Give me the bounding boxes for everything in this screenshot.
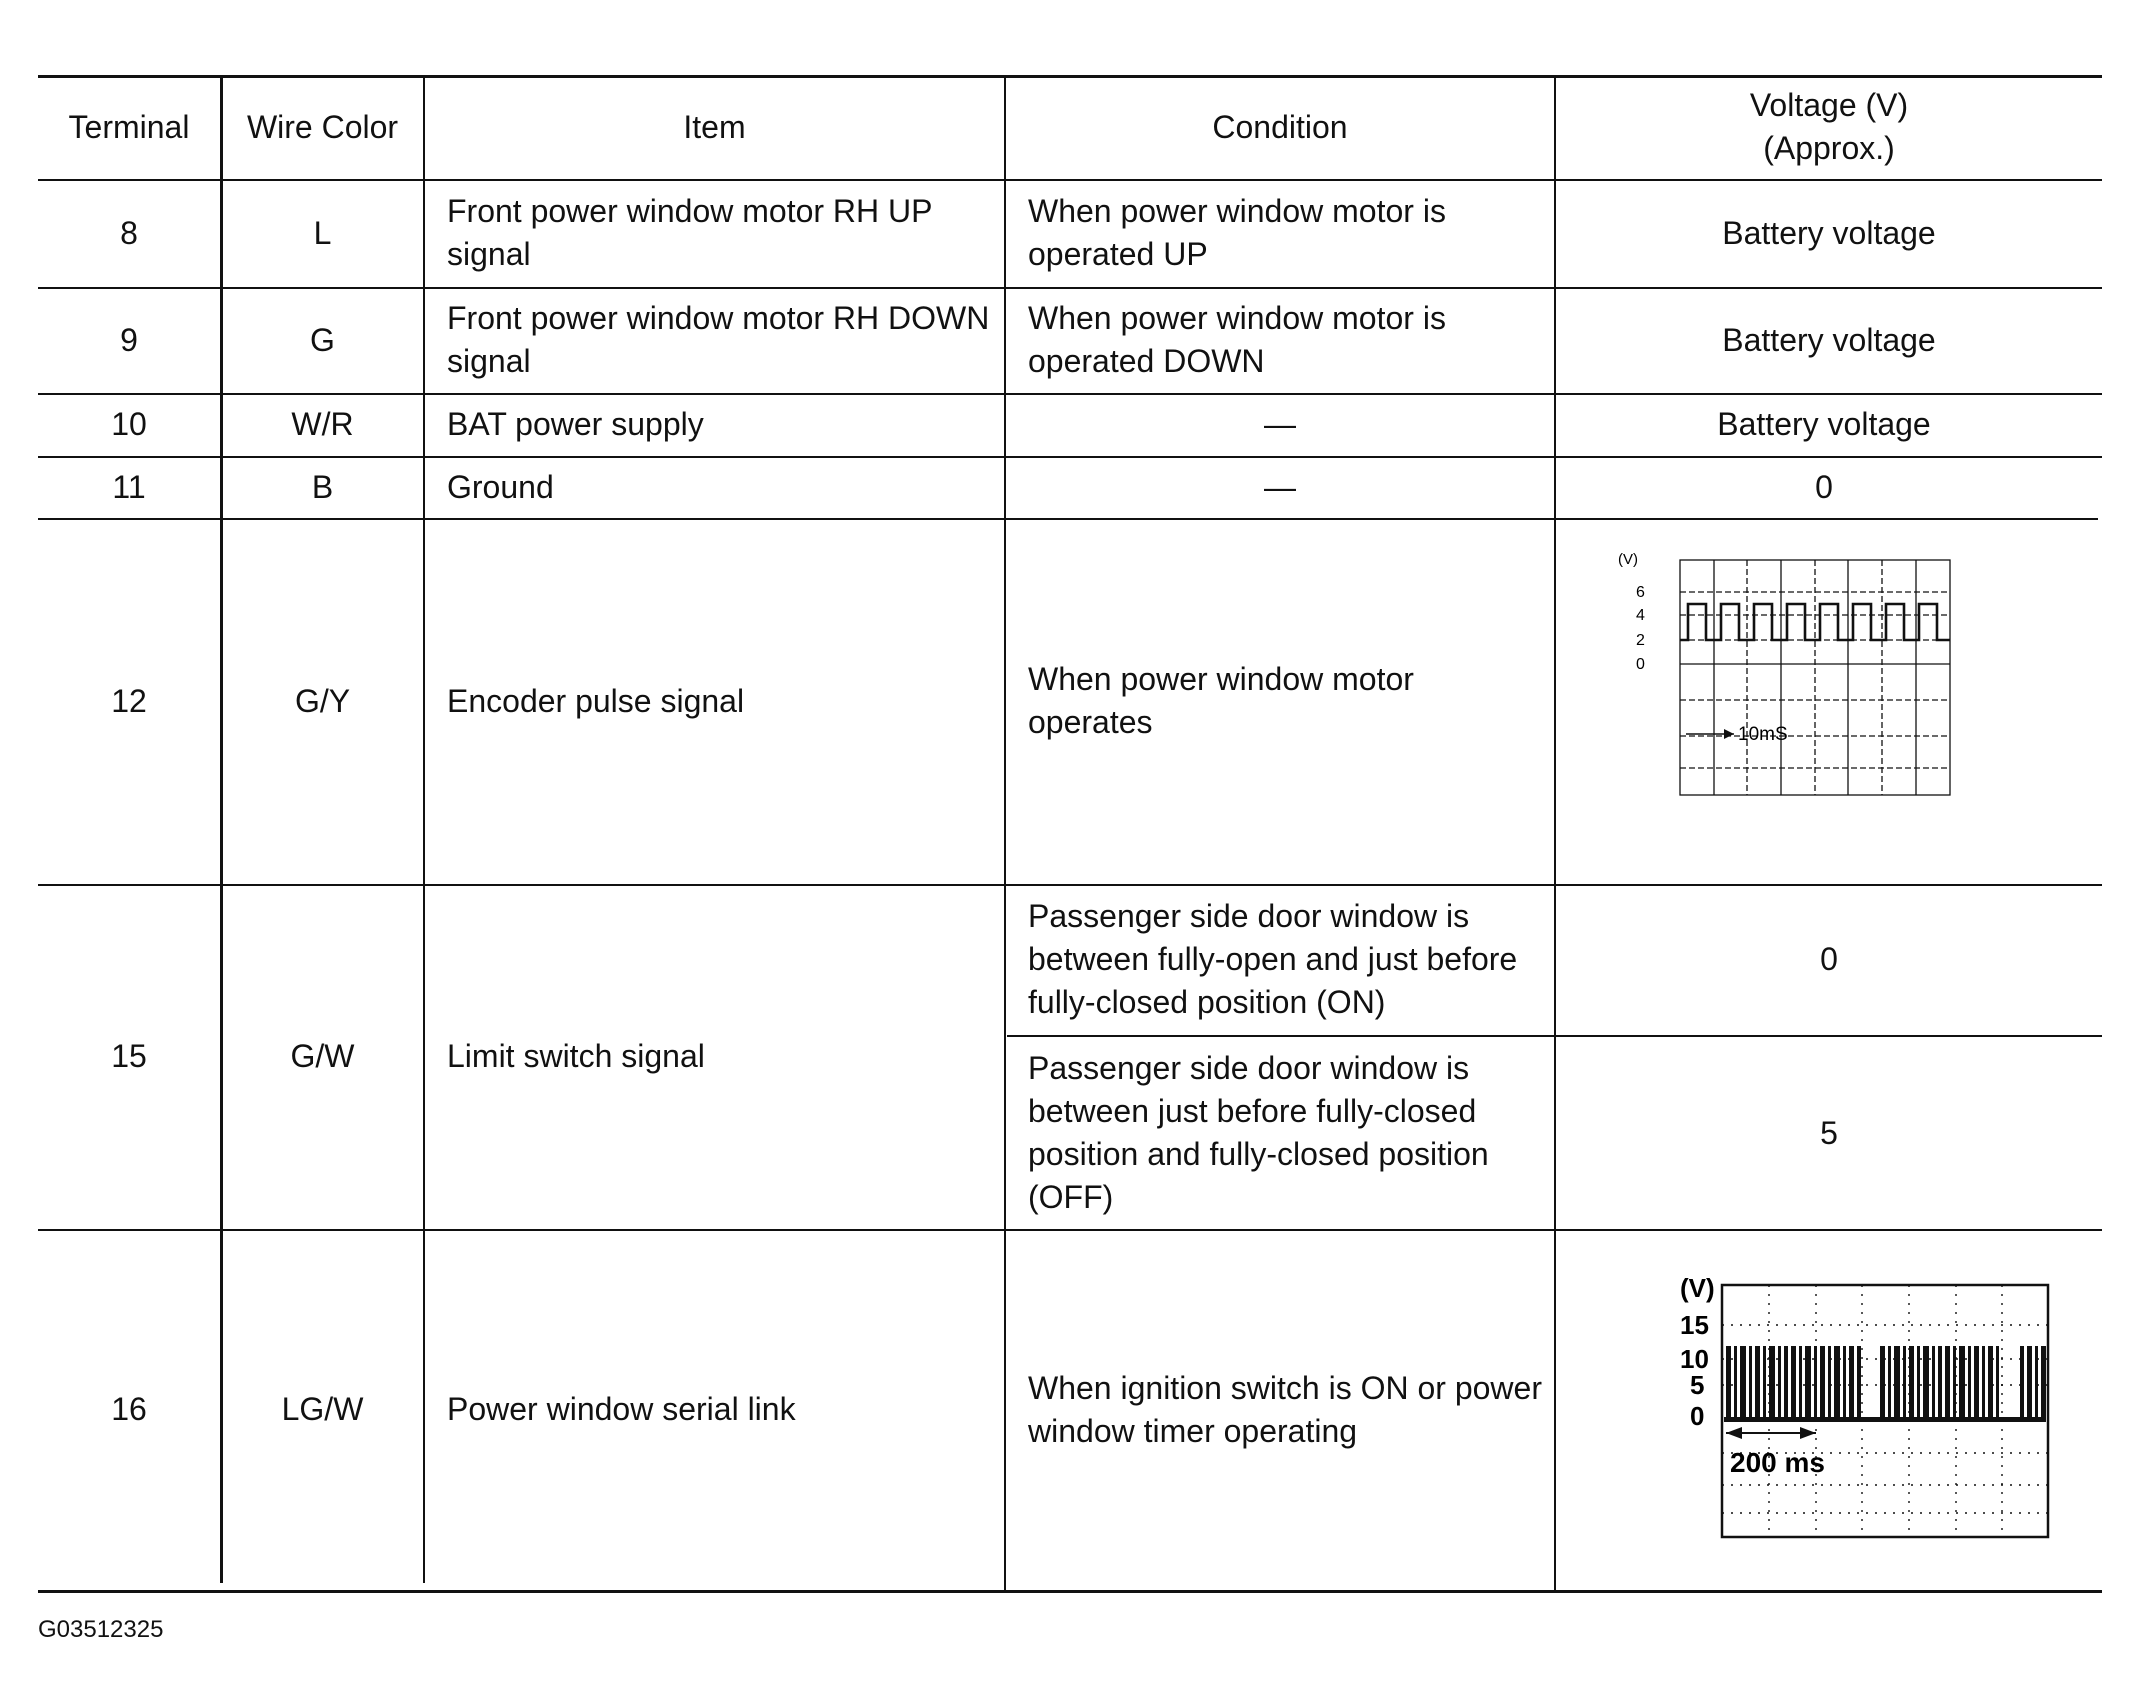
table-row-voltage: 0	[1815, 468, 1833, 505]
serial-tick-label: 5	[1690, 1370, 1705, 1400]
table-row-condition-off: Passenger side door window is between just before fully-closed position and fully-closed position (OFF)	[1028, 1050, 1489, 1215]
table-row-condition: When ignition switch is ON or power window timer operating	[1028, 1369, 1542, 1449]
table-row-terminal: 11	[112, 468, 146, 505]
header-condition: Condition	[1212, 108, 1348, 145]
header-voltage-line2: (Approx.)	[1763, 130, 1895, 166]
figure-id: G03512325	[38, 1616, 164, 1643]
header-voltage-line1: Voltage (V)	[1749, 87, 1909, 123]
table-row-condition: When power window motor operates	[1028, 661, 1414, 740]
table-row-item: Encoder pulse signal	[447, 682, 745, 719]
table-row-voltage: Battery voltage	[1722, 321, 1936, 358]
encoder-tick-label: 4	[1636, 607, 1645, 624]
header-item: Item	[683, 108, 746, 145]
table-row-condition: When power window motor is operated UP	[1028, 193, 1446, 272]
table-row-wire: L	[313, 214, 332, 251]
table-row-item: Limit switch signal	[447, 1038, 705, 1074]
table-row-terminal: 9	[120, 321, 138, 358]
serial-timebase-label: 200 ms	[1730, 1447, 1825, 1478]
table-row-condition: When power window motor is operated DOWN	[1028, 300, 1446, 379]
header-voltage	[1556, 75, 2102, 179]
table-row-item: BAT power supply	[447, 406, 704, 442]
table-row-voltage: Battery voltage	[1722, 214, 1936, 251]
serial-unit-label: (V)	[1680, 1273, 1715, 1303]
serial-tick-label: 0	[1690, 1401, 1705, 1431]
serial-tick-label: 10	[1680, 1344, 1709, 1374]
table-row-voltage-off: 5	[1820, 1114, 1838, 1151]
table-row-terminal: 16	[111, 1391, 147, 1427]
table-row-terminal: 12	[111, 682, 147, 719]
encoder-timebase-label: 10mS	[1738, 724, 1788, 745]
table-row-condition: —	[1264, 468, 1296, 505]
table-row-wire: LG/W	[281, 1391, 364, 1427]
serial-tick-label: 15	[1680, 1310, 1709, 1340]
encoder-tick-label: 0	[1636, 656, 1645, 673]
table-row-item: Power window serial link	[447, 1391, 796, 1427]
table-row-voltage-on: 0	[1820, 941, 1838, 977]
terminal-table	[38, 75, 2102, 1595]
table-row-voltage: Battery voltage	[1717, 406, 1931, 442]
encoder-unit-label: (V)	[1618, 551, 1638, 568]
table-row-item: Ground	[447, 468, 554, 505]
table-row-wire: G/Y	[294, 682, 351, 719]
table-row-terminal: 15	[111, 1038, 147, 1074]
table-row-terminal: 8	[120, 214, 138, 251]
table-row-wire: W/R	[291, 406, 354, 442]
table-row-wire: B	[311, 468, 334, 505]
serial-link-waveform	[1628, 1267, 2068, 1547]
table-row-item: Front power window motor RH DOWN signal	[447, 300, 990, 379]
table-row-wire: G/W	[290, 1038, 355, 1074]
header-terminal: Terminal	[68, 108, 190, 145]
table-row-wire: G	[310, 321, 335, 358]
encoder-tick-label: 6	[1636, 584, 1645, 601]
table-row-terminal: 10	[111, 406, 147, 442]
table-row-condition-on: Passenger side door window is between fully-open and just before fully-closed position (ON)	[1028, 898, 1518, 1020]
encoder-tick-label: 2	[1636, 632, 1645, 649]
encoder-pulse-waveform	[1616, 540, 1956, 805]
header-wire-color: Wire Color	[246, 108, 399, 145]
table-row-item: Front power window motor RH UP signal	[447, 193, 932, 272]
table-row-condition: —	[1264, 406, 1296, 442]
